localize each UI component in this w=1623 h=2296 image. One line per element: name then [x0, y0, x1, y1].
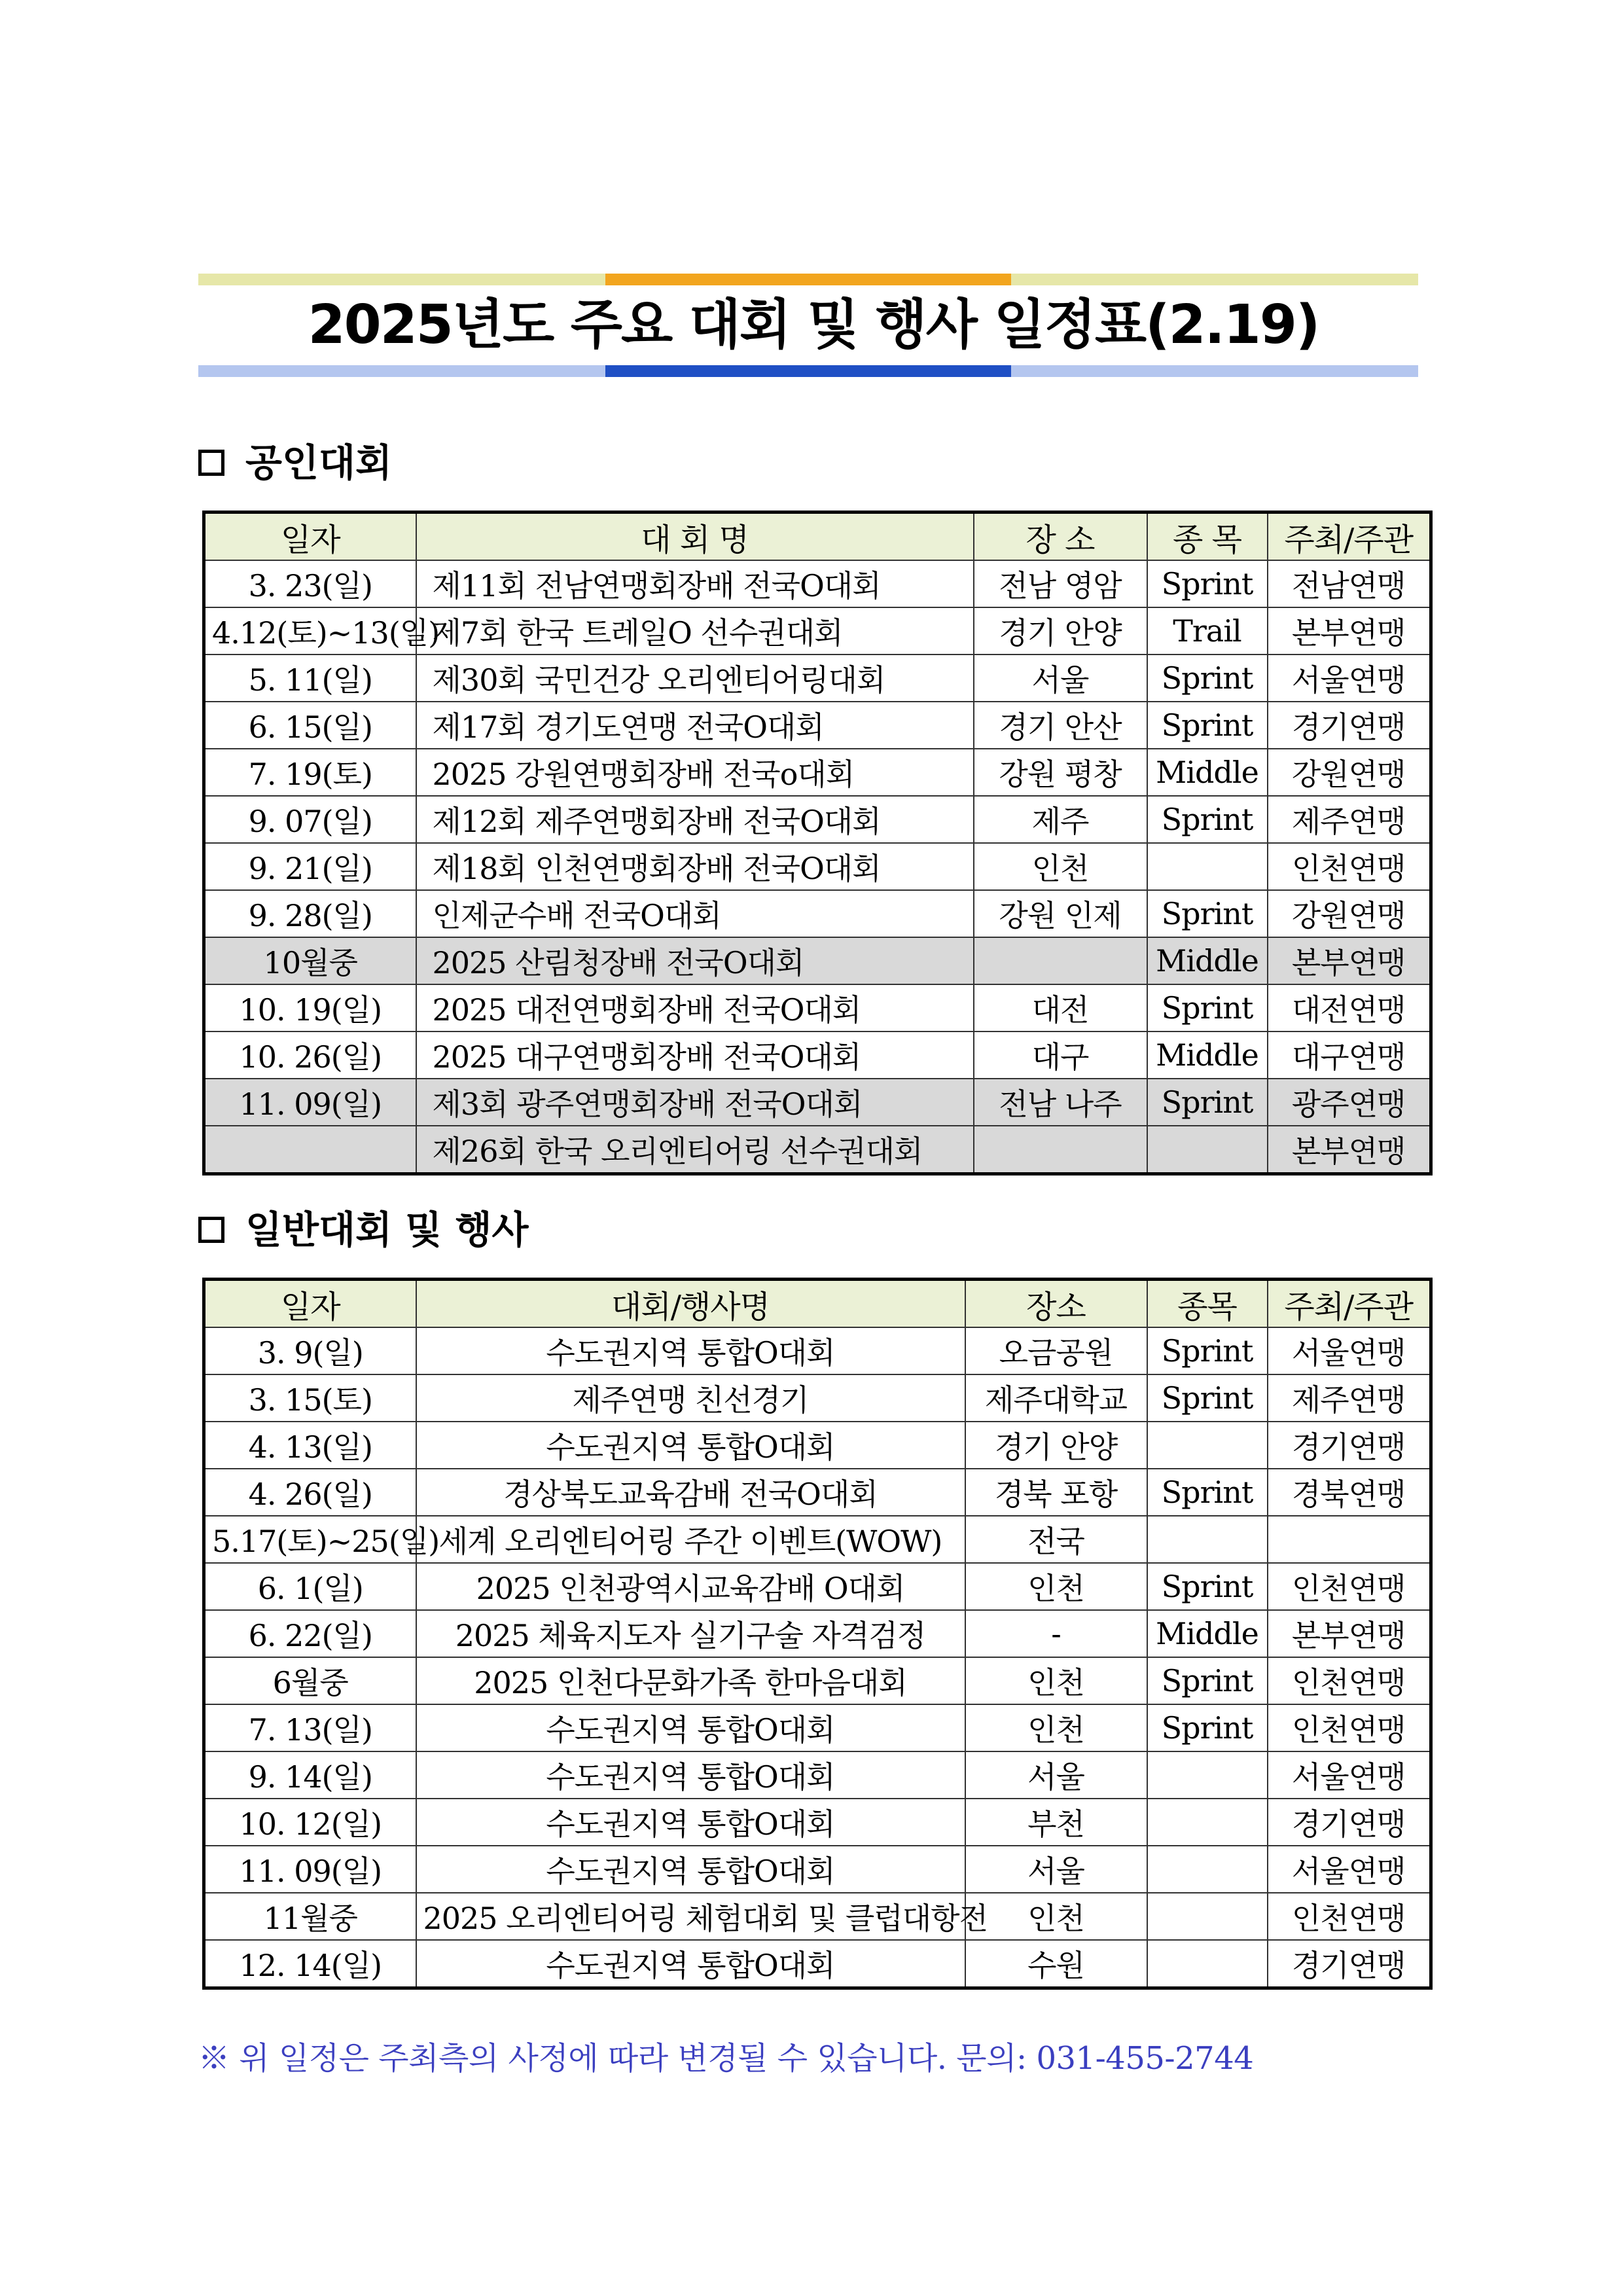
event-name-cell: 2025 대전연맹회장배 전국O대회 — [416, 984, 974, 1031]
place-cell: 서울 — [965, 1751, 1147, 1799]
event-name-cell: 제주연맹 친선경기 — [416, 1374, 965, 1422]
category-cell — [1147, 1799, 1268, 1846]
event-name-cell: 제30회 국민건강 오리엔티어링대회 — [416, 655, 974, 702]
place-cell: 경기 안산 — [974, 702, 1147, 749]
event-name-cell: 수도권지역 통합O대회 — [416, 1751, 965, 1799]
title-bar-bottom-left — [198, 365, 605, 377]
table-row — [204, 1422, 1431, 1469]
date-cell: 11. 09(일) — [204, 1079, 416, 1126]
table-row — [204, 1610, 1431, 1657]
category-cell: Sprint — [1147, 655, 1268, 702]
page-title: 2025년도 주요 대회 및 행사 일정표(2.19) — [308, 294, 1319, 356]
column-header: 일자 — [204, 1280, 416, 1328]
category-cell: Trail — [1147, 607, 1268, 655]
event-name-cell: 인제군수배 전국O대회 — [416, 890, 974, 937]
date-cell: 11. 09(일) — [204, 1846, 416, 1893]
host-cell: 인천연맹 — [1268, 1563, 1431, 1610]
place-cell: 제주대학교 — [965, 1374, 1147, 1422]
host-cell — [1268, 1516, 1431, 1563]
category-cell — [1147, 1893, 1268, 1940]
event-name-cell: 2025 강원연맹회장배 전국o대회 — [416, 749, 974, 796]
column-header: 종 목 — [1147, 512, 1268, 561]
event-name-cell: 2025 대구연맹회장배 전국O대회 — [416, 1031, 974, 1079]
host-cell: 서울연맹 — [1268, 655, 1431, 702]
date-cell: 6. 22(일) — [204, 1610, 416, 1657]
event-name-cell: 2025 인천광역시교육감배 O대회 — [416, 1563, 965, 1610]
table-row — [204, 607, 1431, 655]
host-cell: 본부연맹 — [1268, 607, 1431, 655]
category-cell: Middle — [1147, 937, 1268, 984]
category-cell — [1147, 1126, 1268, 1174]
host-cell: 인천연맹 — [1268, 1704, 1431, 1751]
table-row — [204, 1893, 1431, 1940]
column-header: 대회/행사명 — [416, 1280, 965, 1328]
category-cell: Sprint — [1147, 1079, 1268, 1126]
table-row — [204, 1704, 1431, 1751]
place-cell: 경북 포항 — [965, 1469, 1147, 1516]
place-cell: 강원 평창 — [974, 749, 1147, 796]
place-cell: 대전 — [974, 984, 1147, 1031]
table-row — [204, 1846, 1431, 1893]
category-cell — [1147, 1516, 1268, 1563]
host-cell: 경기연맹 — [1268, 702, 1431, 749]
section-heading-label: 공인대회 — [245, 440, 393, 485]
place-cell: 서울 — [974, 655, 1147, 702]
table-row — [204, 843, 1431, 890]
official-events-table — [202, 511, 1433, 1175]
title-bar-bottom-right — [1011, 365, 1418, 377]
category-cell: Sprint — [1147, 1704, 1268, 1751]
date-cell: 9. 07(일) — [204, 796, 416, 843]
table-row — [204, 1469, 1431, 1516]
host-cell: 서울연맹 — [1268, 1751, 1431, 1799]
event-name-cell: 2025 산림청장배 전국O대회 — [416, 937, 974, 984]
host-cell: 강원연맹 — [1268, 890, 1431, 937]
event-name-cell: 제11회 전남연맹회장배 전국O대회 — [416, 560, 974, 607]
place-cell: - — [965, 1610, 1147, 1657]
place-cell — [974, 937, 1147, 984]
category-cell — [1147, 1751, 1268, 1799]
host-cell: 본부연맹 — [1268, 1610, 1431, 1657]
date-cell: 4. 13(일) — [204, 1422, 416, 1469]
table-row — [204, 1940, 1431, 1988]
category-cell: Sprint — [1147, 560, 1268, 607]
event-name-cell: 수도권지역 통합O대회 — [416, 1422, 965, 1469]
table-row — [204, 1563, 1431, 1610]
event-name-cell: 제3회 광주연맹회장배 전국O대회 — [416, 1079, 974, 1126]
host-cell: 본부연맹 — [1268, 1126, 1431, 1174]
date-cell: 3. 9(일) — [204, 1327, 416, 1374]
host-cell: 인천연맹 — [1268, 1657, 1431, 1704]
host-cell: 제주연맹 — [1268, 796, 1431, 843]
category-cell: Sprint — [1147, 890, 1268, 937]
title-bar-bottom-accent — [605, 365, 1011, 377]
category-cell: Sprint — [1147, 1657, 1268, 1704]
table-row — [204, 1374, 1431, 1422]
date-cell: 6. 1(일) — [204, 1563, 416, 1610]
event-name-cell: 제7회 한국 트레일O 선수권대회 — [416, 607, 974, 655]
table-row — [204, 1751, 1431, 1799]
column-header: 장 소 — [974, 512, 1147, 561]
category-cell — [1147, 1846, 1268, 1893]
column-header: 주최/주관 — [1268, 512, 1431, 561]
date-cell: 10. 26(일) — [204, 1031, 416, 1079]
host-cell: 경기연맹 — [1268, 1940, 1431, 1988]
event-name-cell: 수도권지역 통합O대회 — [416, 1327, 965, 1374]
table-header-row — [204, 1280, 1431, 1328]
table-row — [204, 655, 1431, 702]
host-cell: 경북연맹 — [1268, 1469, 1431, 1516]
column-header: 대 회 명 — [416, 512, 974, 561]
date-cell: 5.17(토)~25(일) — [204, 1516, 416, 1563]
event-name-cell: 2025 인천다문화가족 한마음대회 — [416, 1657, 965, 1704]
place-cell: 전국 — [965, 1516, 1147, 1563]
place-cell: 인천 — [965, 1704, 1147, 1751]
category-cell: Middle — [1147, 1610, 1268, 1657]
place-cell: 강원 인제 — [974, 890, 1147, 937]
table-row — [204, 890, 1431, 937]
category-cell — [1147, 1422, 1268, 1469]
column-header: 주최/주관 — [1268, 1280, 1431, 1328]
table-row — [204, 749, 1431, 796]
table-row — [204, 796, 1431, 843]
category-cell: Sprint — [1147, 702, 1268, 749]
event-name-cell: 제12회 제주연맹회장배 전국O대회 — [416, 796, 974, 843]
place-cell: 서울 — [965, 1846, 1147, 1893]
date-cell: 3. 23(일) — [204, 560, 416, 607]
category-cell: Sprint — [1147, 1563, 1268, 1610]
column-header: 장소 — [965, 1280, 1147, 1328]
host-cell: 인천연맹 — [1268, 1893, 1431, 1940]
category-cell — [1147, 1940, 1268, 1988]
date-cell — [204, 1126, 416, 1174]
place-cell: 수원 — [965, 1940, 1147, 1988]
event-name-cell: 제17회 경기도연맹 전국O대회 — [416, 702, 974, 749]
date-cell: 10. 12(일) — [204, 1799, 416, 1846]
footer-note: ※ 위 일정은 주최측의 사정에 따라 변경될 수 있습니다. 문의: 031-455-2744 — [198, 2040, 1254, 2077]
table-row — [204, 560, 1431, 607]
category-cell: Sprint — [1147, 984, 1268, 1031]
table-row — [204, 1079, 1431, 1126]
place-cell: 인천 — [965, 1893, 1147, 1940]
date-cell: 9. 28(일) — [204, 890, 416, 937]
date-cell: 9. 14(일) — [204, 1751, 416, 1799]
place-cell: 인천 — [965, 1563, 1147, 1610]
place-cell — [974, 1126, 1147, 1174]
section-heading-general — [198, 1200, 529, 1259]
table-row — [204, 1799, 1431, 1846]
column-header: 종목 — [1147, 1280, 1268, 1328]
date-cell: 12. 14(일) — [204, 1940, 416, 1988]
general-events-table — [202, 1278, 1433, 1990]
table-row — [204, 702, 1431, 749]
place-cell: 부천 — [965, 1799, 1147, 1846]
host-cell: 본부연맹 — [1268, 937, 1431, 984]
column-header: 일자 — [204, 512, 416, 561]
host-cell: 서울연맹 — [1268, 1846, 1431, 1893]
date-cell: 3. 15(토) — [204, 1374, 416, 1422]
host-cell: 광주연맹 — [1268, 1079, 1431, 1126]
place-cell: 대구 — [974, 1031, 1147, 1079]
table-header-row — [204, 512, 1431, 561]
table-row — [204, 1657, 1431, 1704]
host-cell: 전남연맹 — [1268, 560, 1431, 607]
checkbox-square-icon — [198, 450, 224, 476]
place-cell: 오금공원 — [965, 1327, 1147, 1374]
category-cell: Sprint — [1147, 1374, 1268, 1422]
table-row — [204, 1516, 1431, 1563]
date-cell: 10. 19(일) — [204, 984, 416, 1031]
date-cell: 7. 19(토) — [204, 749, 416, 796]
table-row — [204, 984, 1431, 1031]
event-name-cell: 수도권지역 통합O대회 — [416, 1799, 965, 1846]
place-cell: 인천 — [974, 843, 1147, 890]
event-name-cell: 2025 체육지도자 실기구술 자격검정 — [416, 1610, 965, 1657]
host-cell: 인천연맹 — [1268, 843, 1431, 890]
event-name-cell: 수도권지역 통합O대회 — [416, 1704, 965, 1751]
date-cell: 4.12(토)~13(일) — [204, 607, 416, 655]
host-cell: 대구연맹 — [1268, 1031, 1431, 1079]
table-row — [204, 1031, 1431, 1079]
category-cell: Middle — [1147, 749, 1268, 796]
host-cell: 강원연맹 — [1268, 749, 1431, 796]
date-cell: 4. 26(일) — [204, 1469, 416, 1516]
host-cell: 서울연맹 — [1268, 1327, 1431, 1374]
place-cell: 경기 안양 — [965, 1422, 1147, 1469]
category-cell: Sprint — [1147, 1469, 1268, 1516]
date-cell: 6월중 — [204, 1657, 416, 1704]
category-cell: Sprint — [1147, 1327, 1268, 1374]
table-row — [204, 1126, 1431, 1174]
place-cell: 전남 나주 — [974, 1079, 1147, 1126]
category-cell: Sprint — [1147, 796, 1268, 843]
table-row — [204, 1327, 1431, 1374]
place-cell: 인천 — [965, 1657, 1147, 1704]
event-name-cell: 제26회 한국 오리엔티어링 선수권대회 — [416, 1126, 974, 1174]
place-cell: 경기 안양 — [974, 607, 1147, 655]
event-name-cell: 세계 오리엔티어링 주간 이벤트(WOW) — [416, 1516, 965, 1563]
date-cell: 9. 21(일) — [204, 843, 416, 890]
event-name-cell: 경상북도교육감배 전국O대회 — [416, 1469, 965, 1516]
section-heading-label: 일반대회 및 행사 — [245, 1208, 529, 1252]
event-name-cell: 수도권지역 통합O대회 — [416, 1846, 965, 1893]
category-cell: Middle — [1147, 1031, 1268, 1079]
place-cell: 제주 — [974, 796, 1147, 843]
date-cell: 6. 15(일) — [204, 702, 416, 749]
checkbox-square-icon — [198, 1217, 224, 1243]
date-cell: 10월중 — [204, 937, 416, 984]
event-name-cell: 2025 오리엔티어링 체험대회 및 클럽대항전 — [416, 1893, 965, 1940]
place-cell: 전남 영암 — [974, 560, 1147, 607]
event-name-cell: 제18회 인천연맹회장배 전국O대회 — [416, 843, 974, 890]
host-cell: 경기연맹 — [1268, 1422, 1431, 1469]
table-row — [204, 937, 1431, 984]
section-heading-official — [198, 433, 392, 492]
host-cell: 경기연맹 — [1268, 1799, 1431, 1846]
event-name-cell: 수도권지역 통합O대회 — [416, 1940, 965, 1988]
date-cell: 7. 13(일) — [204, 1704, 416, 1751]
date-cell: 11월중 — [204, 1893, 416, 1940]
category-cell — [1147, 843, 1268, 890]
host-cell: 제주연맹 — [1268, 1374, 1431, 1422]
date-cell: 5. 11(일) — [204, 655, 416, 702]
host-cell: 대전연맹 — [1268, 984, 1431, 1031]
